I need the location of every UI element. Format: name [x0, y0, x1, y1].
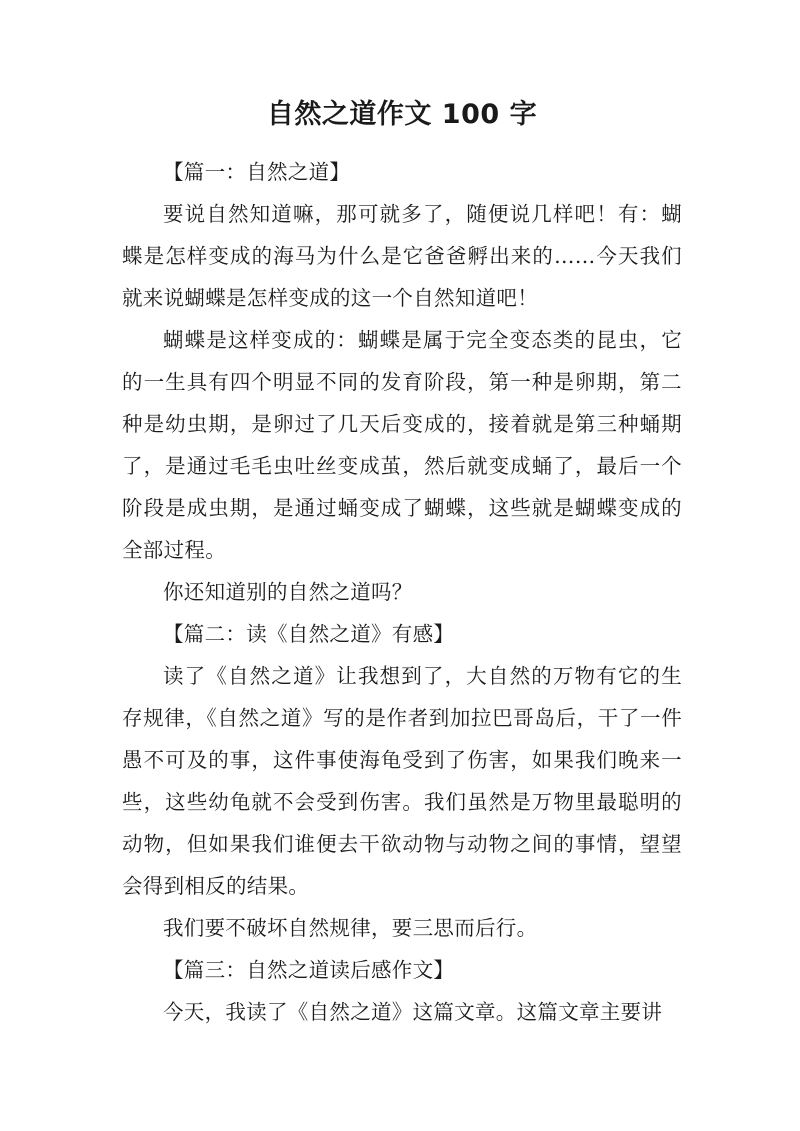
document-title: 自然之道作文 100 字 [266, 99, 538, 130]
section-heading: 【篇一：自然之道】 [163, 160, 351, 184]
section-heading: 【篇三：自然之道读后感作文】 [163, 958, 455, 982]
paragraph: 读了《自然之道》让我想到了，大自然的万物有它的生存规律，《自然之道》写的是作者到加拉巴哥岛后，干了一件愚不可及的事，这件事使海龟受到了伤害，如果我们晚来一些，这些幼龟就不会受到伤害。我们虽然是万物里最聪明的动物，但如果我们谁便去干欲动物与动物之间的事情，望望会得到相反的结果。 [122, 664, 682, 898]
paragraph: 你还知道别的自然之道吗？ [163, 580, 413, 604]
paragraph: 蝴蝶是这样变成的：蝴蝶是属于完全变态类的昆虫，它的一生具有四个明显不同的发育阶段，第一种是卵期，第二种是幼虫期，是卵过了几天后变成的，接着就是第三种蛹期了，是通过毛毛虫吐丝变成茧，然后就变成蛹了，最后一个阶段是成虫期，是通过蛹变成了蝴蝶，这些就是蝴蝶变成的全部过程。 [122, 328, 682, 562]
paragraph: 我们要不破坏自然规律，要三思而后行。 [163, 916, 538, 940]
paragraph: 今天，我读了《自然之道》这篇文章。这篇文章主要讲 [163, 1000, 663, 1024]
section-1 [122, 151, 682, 613]
section-heading: 【篇二：读《自然之道》有感】 [163, 622, 455, 646]
document-page [122, 95, 682, 1033]
paragraph: 要说自然知道嘛，那可就多了，随便说几样吧！有：蝴蝶是怎样变成的海马为什么是它爸爸孵出来的……今天我们就来说蝴蝶是怎样变成的这一个自然知道吧！ [122, 202, 682, 310]
section-2 [122, 613, 682, 949]
section-3 [122, 949, 682, 1033]
